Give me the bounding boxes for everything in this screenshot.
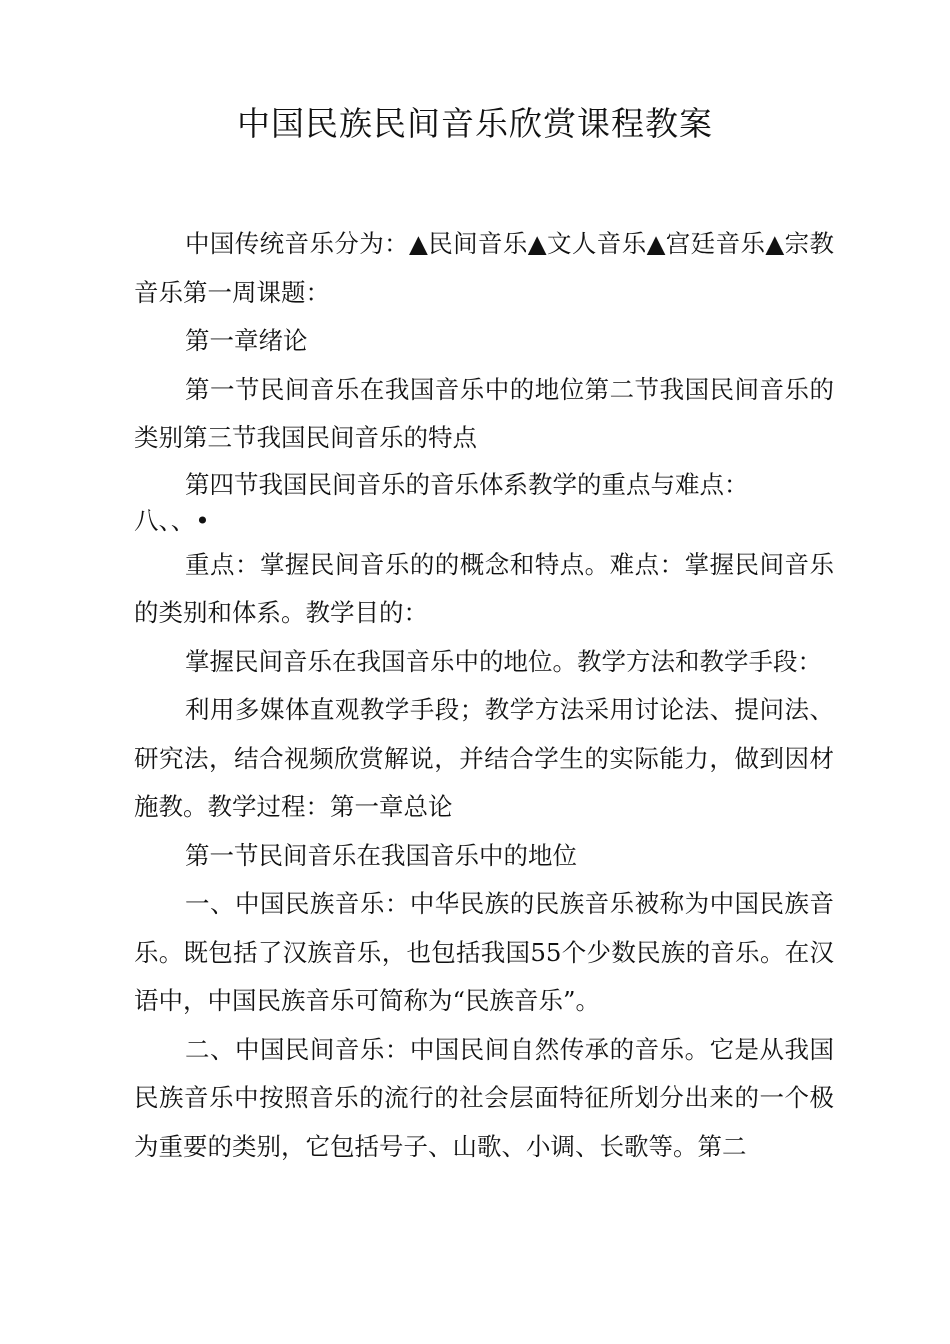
paragraph-section-four: 第四节我国民间音乐的音乐体系教学的重点与难点： [185,469,749,499]
paragraph-key-points: 重点：掌握民间音乐的的概念和特点。难点：掌握民间音乐的类别和体系。教学目的： [134,549,834,627]
paragraph-traditional-music: 中国传统音乐分为：▲民间音乐▲文人音乐▲宫廷音乐▲宗教音乐第一周课题： [134,229,834,307]
paragraph-objective: 掌握民间音乐在我国音乐中的地位。教学方法和教学手段： [185,646,822,676]
document-body [134,220,834,1171]
paragraph-national-music: 一、中国民族音乐：中华民族的民族音乐被称为中国民族音乐。既包括了汉族音乐，也包括我国55个少数民族的音乐。在汉语中，中国民族音乐可简称为“民族音乐”。 [134,889,834,1015]
paragraph-folk-music: 二、中国民间音乐：中国民间自然传承的音乐。它是从我国民族音乐中按照音乐的流行的社会层面特征所划分出来的一个极为重要的类别，它包括号子、山歌、小调、长歌等。第二 [134,1034,834,1161]
paragraph-section-one: 第一节民间音乐在我国音乐中的地位 [185,840,577,870]
document-title: 中国民族民间音乐欣赏课程教案 [237,104,713,143]
paragraph-methods: 利用多媒体直观教学手段；教学方法采用讨论法、提问法、研究法，结合视频欣赏解说，并结合学生的实际能力，做到因材施教。教学过程：第一章总论 [134,695,834,821]
paragraph-chapter-one: 第一章绪论 [185,326,308,355]
paragraph-sections: 第一节民间音乐在我国音乐中的地位第二节我国民间音乐的类别第三节我国民间音乐的特点 [134,374,834,452]
paragraph-fragment: 八、、• [134,505,210,535]
